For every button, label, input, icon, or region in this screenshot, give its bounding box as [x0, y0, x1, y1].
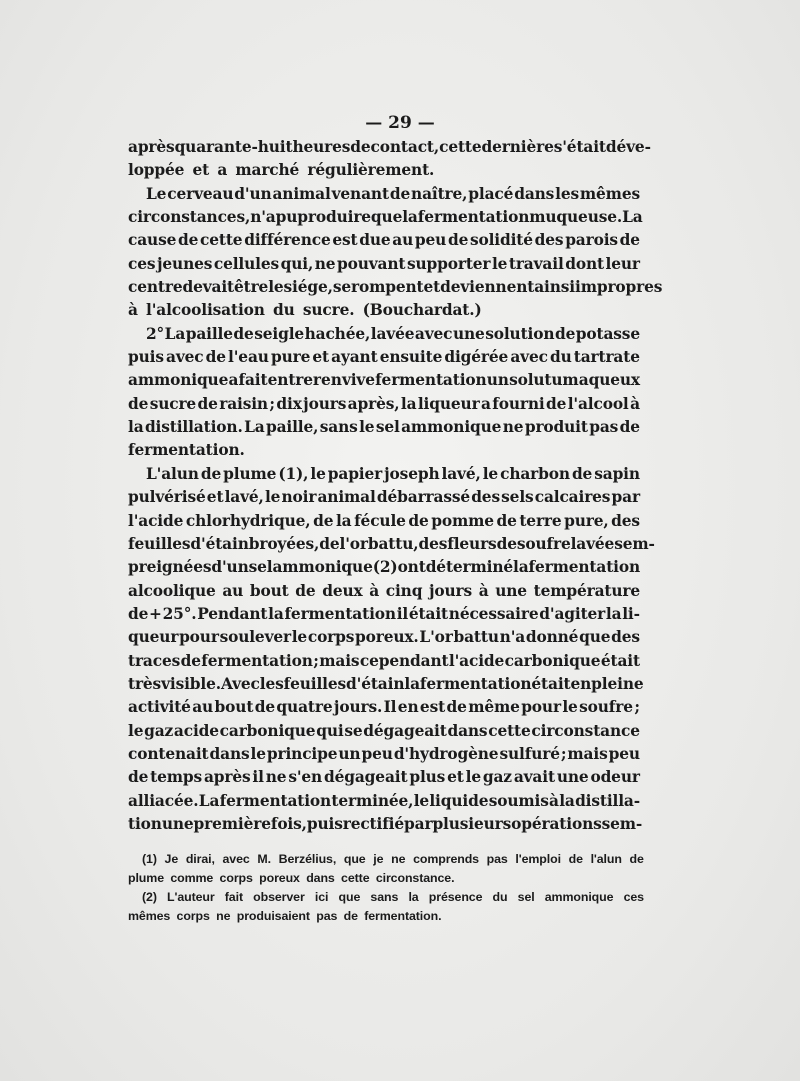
text-line: contenait dans le principe un peu d'hydrogène sulfuré ; mais peu — [128, 744, 640, 763]
text-line: puis avec de l'eau pure et ayant ensuite digérée avec du tartrate — [128, 348, 640, 367]
text-line: ces jeunes cellules qui, ne pouvant supporter le travail dont leur — [128, 254, 640, 273]
text-line: loppée et a marché régulièrement. — [128, 161, 435, 180]
text-line: preignées d'un sel ammonique (2) ont déterminé la fermentation — [128, 558, 641, 577]
text-line: à l'alcoolisation du sucre. (Bouchardat.) — [128, 301, 482, 320]
paragraph — [128, 323, 640, 463]
text-line: Le cerveau d'un animal venant de naître, placé dans les mêmes — [146, 184, 640, 203]
footnote — [128, 888, 644, 926]
page-number: — 29 — — [365, 113, 435, 133]
footnote-line: (2) L'auteur fait observer ici que sans la présence du sel ammonique ces — [142, 890, 644, 904]
text-line: le gaz acide carbonique qui se dégageait dans cette circonstance — [128, 721, 640, 740]
text-line: activité au bout de quatre jours. Il en est de même pour le soufre ; — [128, 698, 640, 717]
text-line: ammonique a fait entrer en vive fermentation un solutum aqueux — [128, 371, 640, 390]
text-line: pulvérisé et lavé, le noir animal débarrassé des sels calcaires par — [128, 488, 640, 507]
text-line: alcoolique au bout de deux à cinq jours à une température — [128, 581, 640, 600]
paragraph — [128, 463, 655, 837]
text-line: 2° La paille de seigle hachée, lavée avec une solution de potasse — [146, 324, 640, 343]
text-line: queur pour soulever le corps poreux. L'or battu n'a donné que des — [128, 628, 640, 647]
text-line: L'alun de plume (1), le papier joseph lavé, le charbon de sapin — [146, 464, 640, 483]
text-line: alliacée. La fermentation terminée, le liquide soumis à la distilla- — [128, 791, 640, 810]
text-line: feuilles d'étain broyées, de l'or battu, des fleurs de soufre lavées em- — [128, 534, 655, 553]
text-line: tion une première fois, puis rectifié par plusieurs opérations sem- — [128, 814, 643, 833]
paragraph — [128, 136, 651, 183]
text-line: centre devait être le siége, se rompent et deviennent ainsi impropres — [128, 278, 663, 297]
footnote-line: (1) Je dirai, avec M. Berzélius, que je ne comprends pas l'emploi de l'alun de — [142, 852, 644, 866]
text-line: après quarante-huit heures de contact, cette dernière s'était déve- — [128, 138, 651, 156]
footnote-line: mêmes corps ne produisaient pas de fermentation. — [128, 909, 442, 923]
text-line: de temps après il ne s'en dégageait plus et le gaz avait une odeur — [128, 768, 640, 787]
text-line: de + 25°. Pendant la fermentation il était nécessaire d'agiter la li- — [128, 604, 640, 623]
footnote-line: plume comme corps poreux dans cette circonstance. — [128, 871, 455, 885]
text-line: de sucre de raisin ; dix jours après, la liqueur a fourni de l'alcool à — [128, 394, 640, 413]
text-line: fermentation. — [128, 441, 245, 460]
text-line: très visible. Avec les feuilles d'étain la fermentation était en pleine — [128, 674, 644, 693]
text-line: l'acide chlorhydrique, de la fécule de pomme de terre pure, des — [128, 511, 640, 530]
body-text — [128, 136, 663, 836]
text-line: circonstances, n'a pu produire que la fermentation muqueuse. La — [128, 208, 643, 227]
footnote — [128, 850, 644, 888]
text-line: traces de fermentation ; mais cependant l'acide carbonique était — [128, 651, 640, 670]
text-line: cause de cette différence est due au peu de solidité des parois de — [128, 231, 640, 250]
footnotes — [128, 850, 644, 926]
paragraph — [128, 183, 663, 323]
text-line: la distillation. La paille, sans le sel ammonique ne produit pas de — [128, 418, 640, 437]
